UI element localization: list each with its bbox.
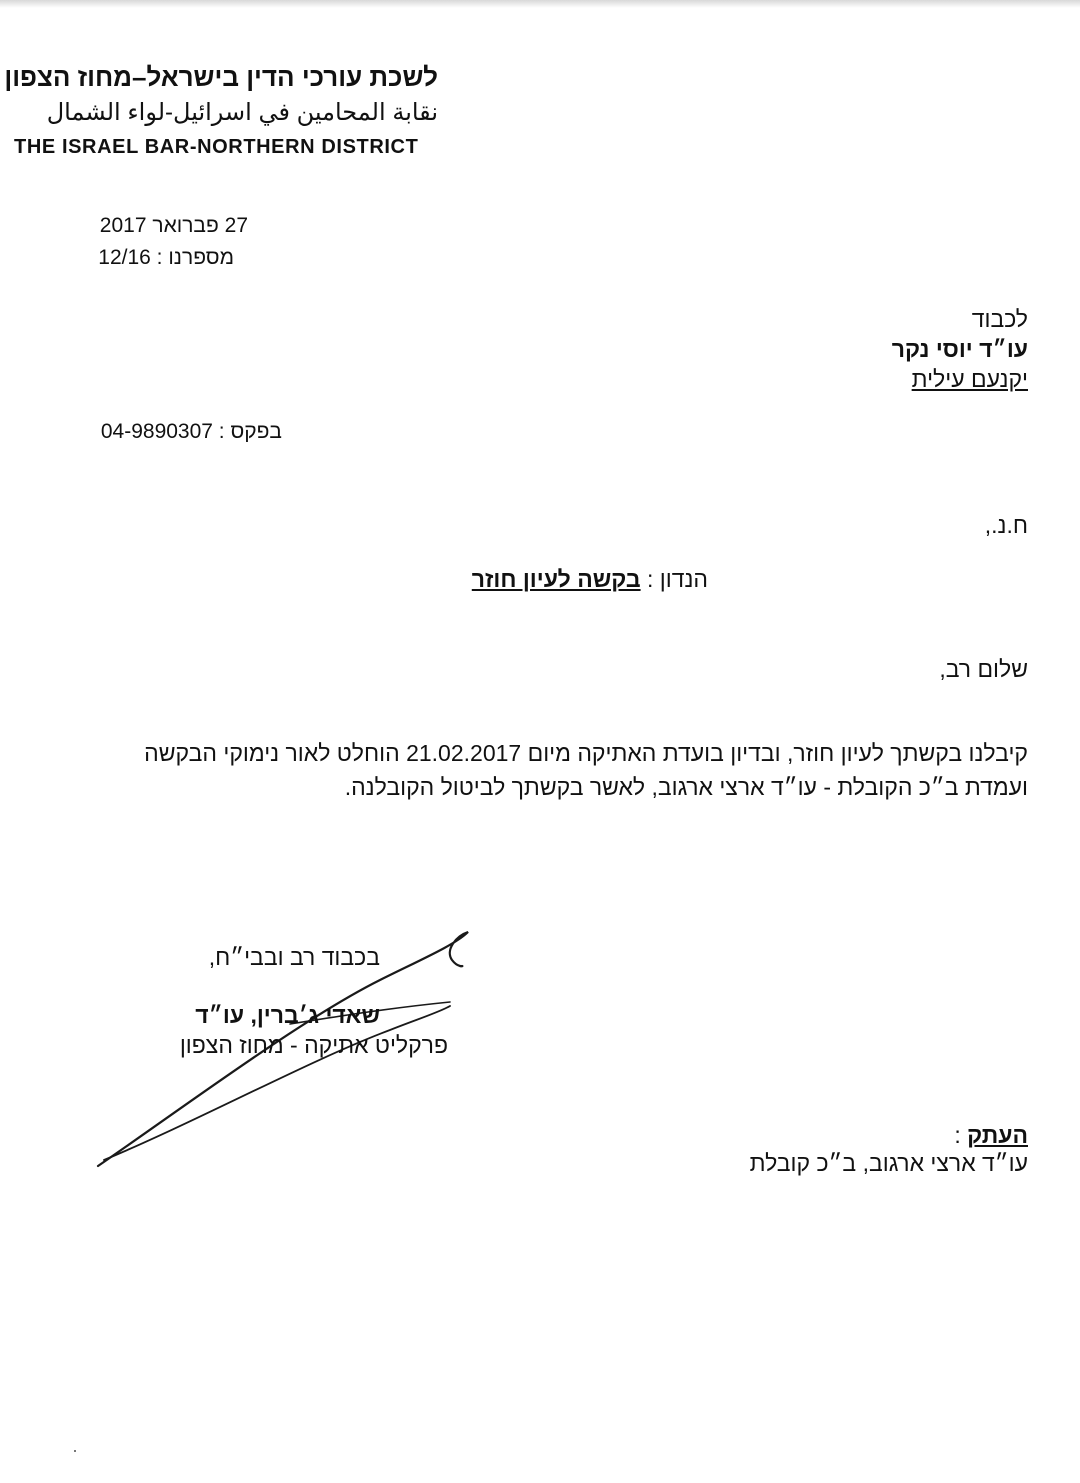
body-paragraph: קיבלנו בקשתך לעיון חוזר, ובדיון בועדת האתיקה מיום 21.02.2017 הוחלט לאור נימוקי הבקשה ועמדת ב״כ הקובלת - עו״ד ארצי ארגוב, לאשר בקשתך לביטול הקובלנה. (144, 740, 1028, 800)
letterhead-hebrew: לשכת עורכי הדין בישראל–מחוז הצפון (4, 62, 438, 92)
signer-title: פרקליט אתיקה - מחוז הצפון (179, 1032, 448, 1058)
letter-date: 27 פברואר 2017 (99, 214, 248, 237)
signer-name: שאדי ג׳ברין, עו״ד (195, 1002, 380, 1028)
recipient-name: עו״ד יוסי נקר (891, 336, 1028, 362)
subject-label: הנדון : (646, 566, 708, 592)
recipient-city (760, 366, 1028, 393)
salutation-short: ח.נ., (984, 512, 1028, 538)
subject-line (360, 566, 708, 593)
scan-top-shadow (0, 0, 1080, 8)
letterhead-arabic: نقابة المحامين في اسرائيل-لواء الشمال (46, 99, 438, 126)
cc-colon: : (954, 1122, 968, 1148)
recipient-to-label: לכבוד (971, 306, 1028, 332)
cc-label (760, 1122, 1028, 1149)
fax-number: בפקס : 04-9890307 (100, 420, 282, 443)
closing: בכבוד רב ובבי״ח, (208, 944, 380, 970)
scan-speck (74, 1450, 76, 1452)
cc-word: העתק (967, 1122, 1028, 1148)
greeting: שלום רב, (939, 656, 1028, 682)
reference-number: מספרנו : 12/16 (98, 246, 234, 269)
subject-value: בקשה לעיון חוזר (471, 566, 641, 592)
cc-recipient: עו״ד ארצי ארגוב, ב״כ קובלת (749, 1150, 1028, 1176)
recipient-city-text: יקנעם עילית (911, 366, 1028, 392)
letterhead-english: THE ISRAEL BAR-NORTHERN DISTRICT (14, 136, 419, 158)
